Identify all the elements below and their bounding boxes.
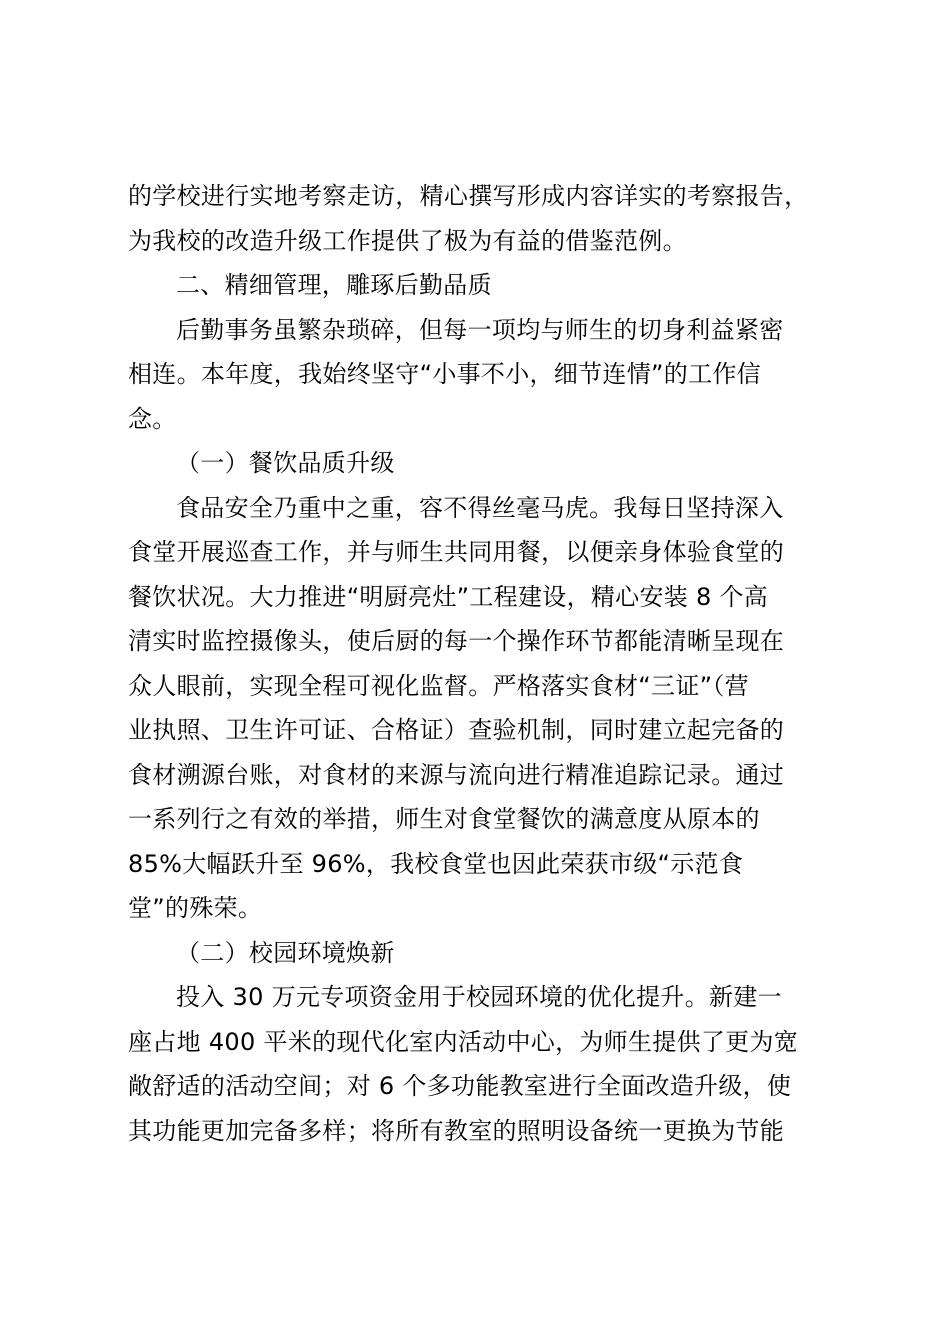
body-text-line: 的学校进行实地考察走访，精心撰写形成内容详实的考察报告， [128,182,809,210]
body-text-line: 餐饮状况。大力推进“明厨亮灶”工程建设，精心安装 8 个高 [128,583,769,611]
body-text-line: 清实时监控摄像头，使后厨的每一个操作环节都能清晰呈现在 [128,627,785,655]
body-text-line: 后勤事务虽繁杂琐碎，但每一项均与师生的切身利益紧密 [176,316,784,344]
subsection-heading: （一）餐饮品质升级 [176,449,395,477]
body-text-line: 座占地 400 平米的现代化室内活动中心，为师生提供了更为宽 [128,1028,799,1056]
body-text-line: 85%大幅跃升至 96%，我校食堂也因此荣获市级“示范食 [128,850,744,878]
body-text-line: 其功能更加完备多样；将所有教室的照明设备统一更换为节能 [128,1117,785,1145]
section-heading: 二、精细管理，雕琢后勤品质 [176,271,492,299]
body-text-line: 堂”的殊荣。 [128,894,263,922]
body-text-line: 食材溯源台账，对食材的来源与流向进行精准追踪记录。通过 [128,761,785,789]
body-text-line: 为我校的改造升级工作提供了极为有益的借鉴范例。 [128,227,687,255]
body-text-line: 食堂开展巡查工作，并与师生共同用餐，以便亲身体验食堂的 [128,538,785,566]
body-text-line: 业执照、卫生许可证、合格证）查验机制，同时建立起完备的 [128,716,785,744]
body-text-line: 一系列行之有效的举措，师生对食堂餐饮的满意度从原本的 [128,805,760,833]
body-text-line: 敞舒适的活动空间；对 6 个多功能教室进行全面改造升级，使 [128,1072,792,1100]
subsection-heading: （二）校园环境焕新 [176,939,395,967]
body-text-line: 相连。本年度，我始终坚守“小事不小，细节连情”的工作信 [128,360,761,388]
body-text-line: 念。 [128,405,177,433]
body-text-line: 食品安全乃重中之重，容不得丝毫马虎。我每日坚持深入 [176,494,784,522]
body-text-line: 投入 30 万元专项资金用于校园环境的优化提升。新建一 [176,983,782,1011]
body-text-line: 众人眼前，实现全程可视化监督。严格落实食材“三证”（营 [128,672,749,700]
